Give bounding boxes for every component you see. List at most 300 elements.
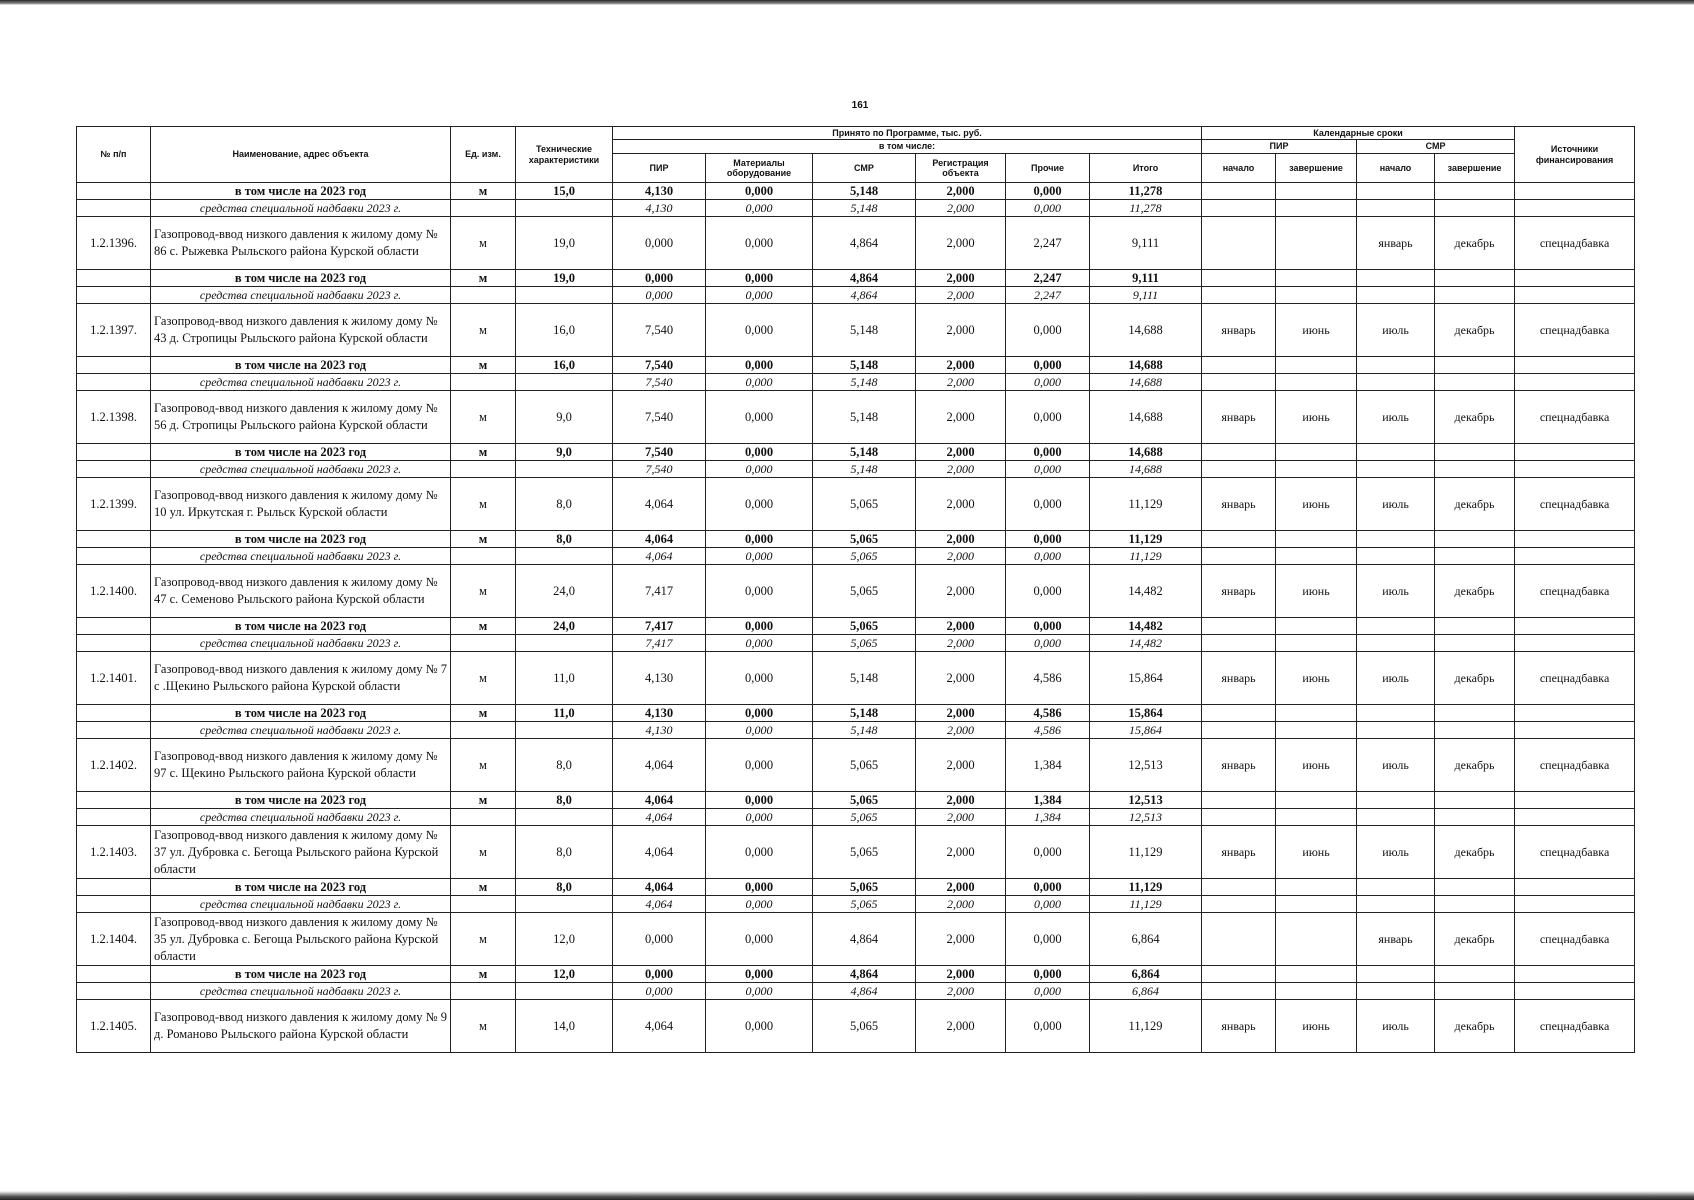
pir-cell: 0,000 bbox=[613, 966, 706, 983]
smr-cell: 5,148 bbox=[813, 652, 916, 705]
funding-source-label: средства специальной надбавки 2023 г. bbox=[151, 287, 451, 304]
col-pir-end-header: завершение bbox=[1276, 154, 1357, 183]
calendar-header: Календарные сроки bbox=[1202, 127, 1515, 140]
unit-cell: м bbox=[451, 217, 516, 270]
empty-cell bbox=[1276, 809, 1357, 826]
unit-cell: м bbox=[451, 739, 516, 792]
source-cell: спецнадбавка bbox=[1515, 826, 1635, 879]
other-cell: 4,586 bbox=[1006, 705, 1090, 722]
empty-cell bbox=[516, 983, 613, 1000]
empty-cell bbox=[1435, 270, 1515, 287]
empty-cell bbox=[1276, 287, 1357, 304]
smr-cell: 5,148 bbox=[813, 374, 916, 391]
smr-cell: 5,148 bbox=[813, 183, 916, 200]
empty-cell bbox=[77, 966, 151, 983]
unit-cell: м bbox=[451, 357, 516, 374]
empty-cell bbox=[77, 374, 151, 391]
other-cell: 0,000 bbox=[1006, 983, 1090, 1000]
empty-cell bbox=[1515, 809, 1635, 826]
pir-cell: 4,130 bbox=[613, 705, 706, 722]
registration-cell: 2,000 bbox=[916, 548, 1006, 565]
registration-cell: 2,000 bbox=[916, 200, 1006, 217]
funding-source-label: средства специальной надбавки 2023 г. bbox=[151, 635, 451, 652]
year-subtotal-row bbox=[77, 966, 1635, 983]
object-number: 1.2.1400. bbox=[77, 565, 151, 618]
object-row bbox=[77, 826, 1635, 879]
empty-cell bbox=[1435, 183, 1515, 200]
object-number: 1.2.1396. bbox=[77, 217, 151, 270]
pir-cell: 4,064 bbox=[613, 879, 706, 896]
subtotal-label: в том числе на 2023 год bbox=[151, 183, 451, 200]
pir-cell: 0,000 bbox=[613, 983, 706, 1000]
empty-cell bbox=[1276, 705, 1357, 722]
registration-cell: 2,000 bbox=[916, 478, 1006, 531]
empty-cell bbox=[516, 896, 613, 913]
object-row bbox=[77, 913, 1635, 966]
tech-cell: 8,0 bbox=[516, 792, 613, 809]
pir-end-cell: июнь bbox=[1276, 739, 1357, 792]
tech-cell: 8,0 bbox=[516, 478, 613, 531]
object-row bbox=[77, 217, 1635, 270]
total-cell: 12,513 bbox=[1090, 792, 1202, 809]
registration-cell: 2,000 bbox=[916, 879, 1006, 896]
empty-cell bbox=[77, 548, 151, 565]
tech-cell: 16,0 bbox=[516, 304, 613, 357]
empty-cell bbox=[451, 635, 516, 652]
pir-start-cell: январь bbox=[1202, 304, 1276, 357]
smr-cell: 5,148 bbox=[813, 705, 916, 722]
smr-end-cell: декабрь bbox=[1435, 913, 1515, 966]
empty-cell bbox=[1357, 722, 1435, 739]
empty-cell bbox=[1202, 270, 1276, 287]
col-pir-header: ПИР bbox=[613, 154, 706, 183]
materials-cell: 0,000 bbox=[706, 983, 813, 1000]
unit-cell: м bbox=[451, 826, 516, 879]
empty-cell bbox=[1357, 548, 1435, 565]
empty-cell bbox=[1515, 183, 1635, 200]
object-row bbox=[77, 739, 1635, 792]
empty-cell bbox=[1276, 966, 1357, 983]
unit-cell: м bbox=[451, 705, 516, 722]
object-number: 1.2.1399. bbox=[77, 478, 151, 531]
other-cell: 2,247 bbox=[1006, 217, 1090, 270]
registration-cell: 2,000 bbox=[916, 739, 1006, 792]
empty-cell bbox=[516, 548, 613, 565]
unit-cell: м bbox=[451, 618, 516, 635]
year-subtotal-row bbox=[77, 792, 1635, 809]
total-cell: 11,129 bbox=[1090, 826, 1202, 879]
materials-cell: 0,000 bbox=[706, 739, 813, 792]
tech-cell: 8,0 bbox=[516, 826, 613, 879]
empty-cell bbox=[1435, 618, 1515, 635]
unit-cell: м bbox=[451, 444, 516, 461]
empty-cell bbox=[451, 200, 516, 217]
registration-cell: 2,000 bbox=[916, 705, 1006, 722]
object-row bbox=[77, 391, 1635, 444]
smr-start-cell: июль bbox=[1357, 565, 1435, 618]
subtotal-label: в том числе на 2023 год bbox=[151, 444, 451, 461]
smr-cell: 5,065 bbox=[813, 1000, 916, 1053]
pir-end-cell: июнь bbox=[1276, 391, 1357, 444]
empty-cell bbox=[77, 200, 151, 217]
empty-cell bbox=[451, 722, 516, 739]
smr-cell: 5,065 bbox=[813, 792, 916, 809]
pir-cell: 7,540 bbox=[613, 357, 706, 374]
pir-cell: 7,540 bbox=[613, 374, 706, 391]
smr-end-cell: декабрь bbox=[1435, 478, 1515, 531]
unit-cell: м bbox=[451, 531, 516, 548]
empty-cell bbox=[77, 444, 151, 461]
pir-cell: 4,130 bbox=[613, 722, 706, 739]
smr-end-cell: декабрь bbox=[1435, 739, 1515, 792]
empty-cell bbox=[1515, 879, 1635, 896]
materials-cell: 0,000 bbox=[706, 200, 813, 217]
total-cell: 9,111 bbox=[1090, 217, 1202, 270]
empty-cell bbox=[1357, 635, 1435, 652]
empty-cell bbox=[1515, 270, 1635, 287]
total-cell: 14,482 bbox=[1090, 565, 1202, 618]
unit-cell: м bbox=[451, 304, 516, 357]
empty-cell bbox=[1202, 548, 1276, 565]
empty-cell bbox=[1357, 705, 1435, 722]
source-cell: спецнадбавка bbox=[1515, 913, 1635, 966]
smr-cell: 5,148 bbox=[813, 357, 916, 374]
empty-cell bbox=[1435, 374, 1515, 391]
empty-cell bbox=[1202, 374, 1276, 391]
tech-cell: 12,0 bbox=[516, 966, 613, 983]
registration-cell: 2,000 bbox=[916, 722, 1006, 739]
smr-cell: 4,864 bbox=[813, 966, 916, 983]
pir-cell: 4,064 bbox=[613, 1000, 706, 1053]
empty-cell bbox=[1435, 966, 1515, 983]
source-cell: спецнадбавка bbox=[1515, 652, 1635, 705]
total-cell: 11,129 bbox=[1090, 879, 1202, 896]
col-smr-header: СМР bbox=[813, 154, 916, 183]
tech-cell: 8,0 bbox=[516, 739, 613, 792]
source-cell: спецнадбавка bbox=[1515, 478, 1635, 531]
materials-cell: 0,000 bbox=[706, 270, 813, 287]
pir-start-cell: январь bbox=[1202, 652, 1276, 705]
registration-cell: 2,000 bbox=[916, 826, 1006, 879]
funding-source-row bbox=[77, 548, 1635, 565]
smr-start-cell: январь bbox=[1357, 217, 1435, 270]
registration-cell: 2,000 bbox=[916, 809, 1006, 826]
pir-end-cell: июнь bbox=[1276, 304, 1357, 357]
smr-cell: 5,065 bbox=[813, 635, 916, 652]
subtotal-label: в том числе на 2023 год bbox=[151, 705, 451, 722]
materials-cell: 0,000 bbox=[706, 444, 813, 461]
empty-cell bbox=[516, 200, 613, 217]
smr-cell: 4,864 bbox=[813, 983, 916, 1000]
pir-start-cell: январь bbox=[1202, 1000, 1276, 1053]
smr-cell: 5,065 bbox=[813, 896, 916, 913]
registration-cell: 2,000 bbox=[916, 913, 1006, 966]
total-cell: 12,513 bbox=[1090, 739, 1202, 792]
object-name: Газопровод-ввод низкого давления к жилому дому № 9 д. Романово Рыльского района Курской области bbox=[151, 1000, 451, 1053]
empty-cell bbox=[1202, 879, 1276, 896]
materials-cell: 0,000 bbox=[706, 966, 813, 983]
total-cell: 14,688 bbox=[1090, 357, 1202, 374]
other-cell: 0,000 bbox=[1006, 183, 1090, 200]
smr-start-cell: июль bbox=[1357, 304, 1435, 357]
object-name: Газопровод-ввод низкого давления к жилому дому № 56 д. Стропицы Рыльского района Курской области bbox=[151, 391, 451, 444]
object-name: Газопровод-ввод низкого давления к жилому дому № 97 с. Щекино Рыльского района Курской области bbox=[151, 739, 451, 792]
pir-cell: 7,540 bbox=[613, 461, 706, 478]
other-cell: 0,000 bbox=[1006, 966, 1090, 983]
total-cell: 15,864 bbox=[1090, 722, 1202, 739]
empty-cell bbox=[1435, 896, 1515, 913]
total-cell: 11,278 bbox=[1090, 200, 1202, 217]
empty-cell bbox=[1202, 983, 1276, 1000]
pir-cell: 4,064 bbox=[613, 826, 706, 879]
other-cell: 1,384 bbox=[1006, 792, 1090, 809]
smr-cell: 5,065 bbox=[813, 809, 916, 826]
total-cell: 14,688 bbox=[1090, 391, 1202, 444]
pir-start-cell: январь bbox=[1202, 391, 1276, 444]
pir-cell: 4,064 bbox=[613, 739, 706, 792]
registration-cell: 2,000 bbox=[916, 792, 1006, 809]
empty-cell bbox=[1276, 896, 1357, 913]
empty-cell bbox=[1515, 983, 1635, 1000]
other-cell: 0,000 bbox=[1006, 461, 1090, 478]
smr-end-cell: декабрь bbox=[1435, 304, 1515, 357]
empty-cell bbox=[1276, 548, 1357, 565]
col-unit-header: Ед. изм. bbox=[451, 127, 516, 183]
other-cell: 0,000 bbox=[1006, 913, 1090, 966]
smr-cell: 5,148 bbox=[813, 461, 916, 478]
other-cell: 0,000 bbox=[1006, 635, 1090, 652]
smr-cell: 4,864 bbox=[813, 287, 916, 304]
empty-cell bbox=[77, 618, 151, 635]
subtotal-label: в том числе на 2023 год bbox=[151, 792, 451, 809]
smr-cell: 5,065 bbox=[813, 826, 916, 879]
pir-start-cell bbox=[1202, 217, 1276, 270]
pir-cell: 4,064 bbox=[613, 809, 706, 826]
empty-cell bbox=[1435, 983, 1515, 1000]
pir-cell: 4,064 bbox=[613, 896, 706, 913]
pir-cell: 7,417 bbox=[613, 635, 706, 652]
empty-cell bbox=[1276, 183, 1357, 200]
year-subtotal-row bbox=[77, 183, 1635, 200]
subtotal-label: в том числе на 2023 год bbox=[151, 879, 451, 896]
col-name-header: Наименование, адрес объекта bbox=[151, 127, 451, 183]
pir-cell: 0,000 bbox=[613, 217, 706, 270]
unit-cell: м bbox=[451, 478, 516, 531]
object-number: 1.2.1405. bbox=[77, 1000, 151, 1053]
col-sources-header: Источники финансирования bbox=[1515, 127, 1635, 183]
registration-cell: 2,000 bbox=[916, 374, 1006, 391]
empty-cell bbox=[1276, 200, 1357, 217]
empty-cell bbox=[77, 531, 151, 548]
smr-start-cell: июль bbox=[1357, 478, 1435, 531]
empty-cell bbox=[1435, 722, 1515, 739]
empty-cell bbox=[1202, 896, 1276, 913]
total-cell: 12,513 bbox=[1090, 809, 1202, 826]
empty-cell bbox=[77, 722, 151, 739]
total-cell: 15,864 bbox=[1090, 705, 1202, 722]
pir-cell: 0,000 bbox=[613, 287, 706, 304]
year-subtotal-row bbox=[77, 618, 1635, 635]
funding-source-row bbox=[77, 896, 1635, 913]
smr-cell: 5,148 bbox=[813, 391, 916, 444]
empty-cell bbox=[1357, 966, 1435, 983]
other-cell: 0,000 bbox=[1006, 478, 1090, 531]
other-cell: 0,000 bbox=[1006, 896, 1090, 913]
source-cell: спецнадбавка bbox=[1515, 1000, 1635, 1053]
object-number: 1.2.1397. bbox=[77, 304, 151, 357]
empty-cell bbox=[1357, 374, 1435, 391]
unit-cell: м bbox=[451, 879, 516, 896]
source-cell: спецнадбавка bbox=[1515, 739, 1635, 792]
empty-cell bbox=[1435, 200, 1515, 217]
pir-end-cell: июнь bbox=[1276, 826, 1357, 879]
empty-cell bbox=[1435, 287, 1515, 304]
registration-cell: 2,000 bbox=[916, 217, 1006, 270]
year-subtotal-row bbox=[77, 879, 1635, 896]
empty-cell bbox=[1357, 792, 1435, 809]
empty-cell bbox=[1202, 809, 1276, 826]
empty-cell bbox=[77, 183, 151, 200]
smr-cell: 4,864 bbox=[813, 270, 916, 287]
empty-cell bbox=[1357, 444, 1435, 461]
empty-cell bbox=[1202, 635, 1276, 652]
empty-cell bbox=[1202, 705, 1276, 722]
other-cell: 0,000 bbox=[1006, 531, 1090, 548]
materials-cell: 0,000 bbox=[706, 461, 813, 478]
scan-edge-bottom bbox=[0, 1191, 1694, 1200]
empty-cell bbox=[1202, 357, 1276, 374]
tech-cell: 14,0 bbox=[516, 1000, 613, 1053]
object-row bbox=[77, 1000, 1635, 1053]
col-pir-start-header: начало bbox=[1202, 154, 1276, 183]
materials-cell: 0,000 bbox=[706, 913, 813, 966]
other-cell: 1,384 bbox=[1006, 739, 1090, 792]
object-row bbox=[77, 565, 1635, 618]
empty-cell bbox=[1435, 444, 1515, 461]
total-cell: 14,482 bbox=[1090, 635, 1202, 652]
funding-source-label: средства специальной надбавки 2023 г. bbox=[151, 200, 451, 217]
registration-cell: 2,000 bbox=[916, 391, 1006, 444]
accepted-header: Принято по Программе, тыс. руб. bbox=[613, 127, 1202, 140]
object-row bbox=[77, 478, 1635, 531]
other-cell: 0,000 bbox=[1006, 444, 1090, 461]
materials-cell: 0,000 bbox=[706, 896, 813, 913]
object-number: 1.2.1402. bbox=[77, 739, 151, 792]
empty-cell bbox=[1435, 461, 1515, 478]
empty-cell bbox=[1435, 635, 1515, 652]
total-cell: 14,482 bbox=[1090, 618, 1202, 635]
empty-cell bbox=[451, 896, 516, 913]
materials-cell: 0,000 bbox=[706, 809, 813, 826]
pir-end-cell bbox=[1276, 913, 1357, 966]
total-cell: 14,688 bbox=[1090, 304, 1202, 357]
calendar-smr-header: СМР bbox=[1357, 140, 1515, 154]
materials-cell: 0,000 bbox=[706, 304, 813, 357]
empty-cell bbox=[1515, 896, 1635, 913]
unit-cell: м bbox=[451, 652, 516, 705]
unit-cell: м bbox=[451, 966, 516, 983]
tech-cell: 24,0 bbox=[516, 565, 613, 618]
empty-cell bbox=[1515, 461, 1635, 478]
tech-cell: 11,0 bbox=[516, 705, 613, 722]
empty-cell bbox=[516, 635, 613, 652]
subtotal-label: в том числе на 2023 год bbox=[151, 966, 451, 983]
calendar-pir-header: ПИР bbox=[1202, 140, 1357, 154]
unit-cell: м bbox=[451, 913, 516, 966]
pir-cell: 4,064 bbox=[613, 548, 706, 565]
source-cell: спецнадбавка bbox=[1515, 565, 1635, 618]
registration-cell: 2,000 bbox=[916, 1000, 1006, 1053]
empty-cell bbox=[451, 374, 516, 391]
empty-cell bbox=[1202, 461, 1276, 478]
smr-cell: 5,065 bbox=[813, 618, 916, 635]
materials-cell: 0,000 bbox=[706, 287, 813, 304]
empty-cell bbox=[1202, 444, 1276, 461]
materials-cell: 0,000 bbox=[706, 722, 813, 739]
smr-cell: 5,065 bbox=[813, 879, 916, 896]
scan-edge-top bbox=[0, 0, 1694, 5]
materials-cell: 0,000 bbox=[706, 217, 813, 270]
empty-cell bbox=[1515, 374, 1635, 391]
year-subtotal-row bbox=[77, 270, 1635, 287]
other-cell: 0,000 bbox=[1006, 1000, 1090, 1053]
subtotal-label: в том числе на 2023 год bbox=[151, 531, 451, 548]
empty-cell bbox=[1202, 183, 1276, 200]
pir-cell: 7,417 bbox=[613, 565, 706, 618]
registration-cell: 2,000 bbox=[916, 304, 1006, 357]
table-header bbox=[77, 127, 1635, 183]
tech-cell: 15,0 bbox=[516, 183, 613, 200]
smr-cell: 5,065 bbox=[813, 739, 916, 792]
empty-cell bbox=[77, 879, 151, 896]
funding-source-label: средства специальной надбавки 2023 г. bbox=[151, 722, 451, 739]
empty-cell bbox=[77, 705, 151, 722]
pir-cell: 7,540 bbox=[613, 304, 706, 357]
total-cell: 11,129 bbox=[1090, 548, 1202, 565]
empty-cell bbox=[1202, 722, 1276, 739]
source-cell: спецнадбавка bbox=[1515, 391, 1635, 444]
empty-cell bbox=[1515, 200, 1635, 217]
year-subtotal-row bbox=[77, 357, 1635, 374]
registration-cell: 2,000 bbox=[916, 357, 1006, 374]
registration-cell: 2,000 bbox=[916, 896, 1006, 913]
funding-source-label: средства специальной надбавки 2023 г. bbox=[151, 461, 451, 478]
smr-end-cell: декабрь bbox=[1435, 391, 1515, 444]
total-cell: 14,688 bbox=[1090, 461, 1202, 478]
empty-cell bbox=[1357, 270, 1435, 287]
col-other-header: Прочие bbox=[1006, 154, 1090, 183]
smr-end-cell: декабрь bbox=[1435, 826, 1515, 879]
tech-cell: 24,0 bbox=[516, 618, 613, 635]
empty-cell bbox=[1202, 966, 1276, 983]
empty-cell bbox=[1435, 809, 1515, 826]
smr-end-cell: декабрь bbox=[1435, 217, 1515, 270]
pir-cell: 0,000 bbox=[613, 913, 706, 966]
pir-end-cell: июнь bbox=[1276, 1000, 1357, 1053]
pir-cell: 7,540 bbox=[613, 444, 706, 461]
tech-cell: 9,0 bbox=[516, 444, 613, 461]
object-name: Газопровод-ввод низкого давления к жилому дому № 10 ул. Иркутская г. Рыльск Курской области bbox=[151, 478, 451, 531]
materials-cell: 0,000 bbox=[706, 478, 813, 531]
empty-cell bbox=[451, 983, 516, 1000]
smr-start-cell: январь bbox=[1357, 913, 1435, 966]
total-cell: 6,864 bbox=[1090, 913, 1202, 966]
empty-cell bbox=[1276, 983, 1357, 1000]
total-cell: 11,129 bbox=[1090, 531, 1202, 548]
empty-cell bbox=[1515, 705, 1635, 722]
other-cell: 0,000 bbox=[1006, 879, 1090, 896]
empty-cell bbox=[1202, 287, 1276, 304]
